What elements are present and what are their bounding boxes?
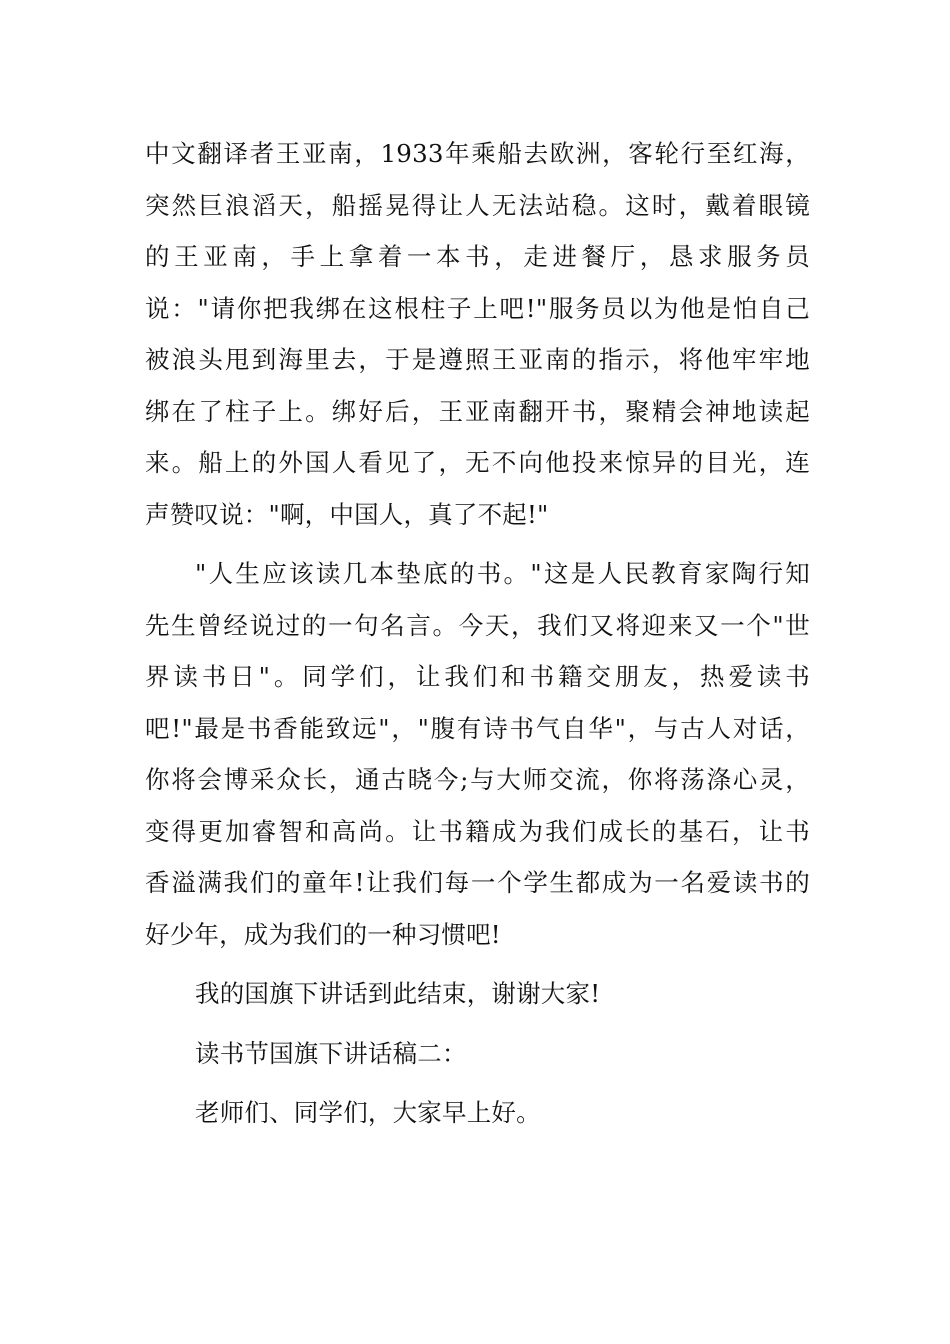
text-line: 中文翻译者王亚南，1933年乘船去欧洲，客轮行至红海， [145,139,810,168]
text-line: 变得更加睿智和高尚。让书籍成为我们成长的基石，让书 [145,816,810,846]
text-line: 绑在了柱子上。绑好后，王亚南翻开书，聚精会神地读起 [145,396,810,426]
text-line: 先生曾经说过的一句名言。今天，我们又将迎来又一个"世 [145,610,810,640]
document-page [145,128,810,1139]
text-line: 声赞叹说："啊，中国人，真了不起!" [145,499,549,529]
text-line: 被浪头甩到海里去，于是遵照王亚南的指示，将他牢牢地 [145,345,810,374]
paragraph-wang-yanan-story [145,128,810,540]
paragraph-world-reading-day [145,548,810,960]
text-line: 香溢满我们的童年!让我们每一个学生都成为一名爱读书的 [145,868,810,897]
text-line: 界读书日"。同学们，让我们和书籍交朋友，热爱读书 [145,662,810,691]
text-line: 你将会博采众长，通古晓今;与大师交流，你将荡涤心灵， [145,765,810,794]
text-line: 吧!"最是书香能致远"，"腹有诗书气自华"，与古人对话， [145,713,810,743]
text-line: 的王亚南，手上拿着一本书，走进餐厅，恳求服务员 [145,242,810,271]
text-line: "人生应该读几本垫底的书。"这是人民教育家陶行知 [195,559,810,588]
text-line: 突然巨浪滔天，船摇晃得让人无法站稳。这时，戴着眼镜 [145,190,810,220]
text-line: 来。船上的外国人看见了，无不向他投来惊异的目光，连 [145,448,810,477]
section-heading-speech-two: 读书节国旗下讲话稿二： [195,1038,467,1068]
text-line: 好少年，成为我们的一种习惯吧! [145,919,501,949]
paragraph-greeting: 老师们、同学们，大家早上好。 [195,1098,541,1127]
paragraph-closing-remark: 我的国旗下讲话到此结束，谢谢大家! [195,979,601,1008]
text-line: 说："请你把我绑在这根柱子上吧!"服务员以为他是怕自己 [145,293,810,323]
